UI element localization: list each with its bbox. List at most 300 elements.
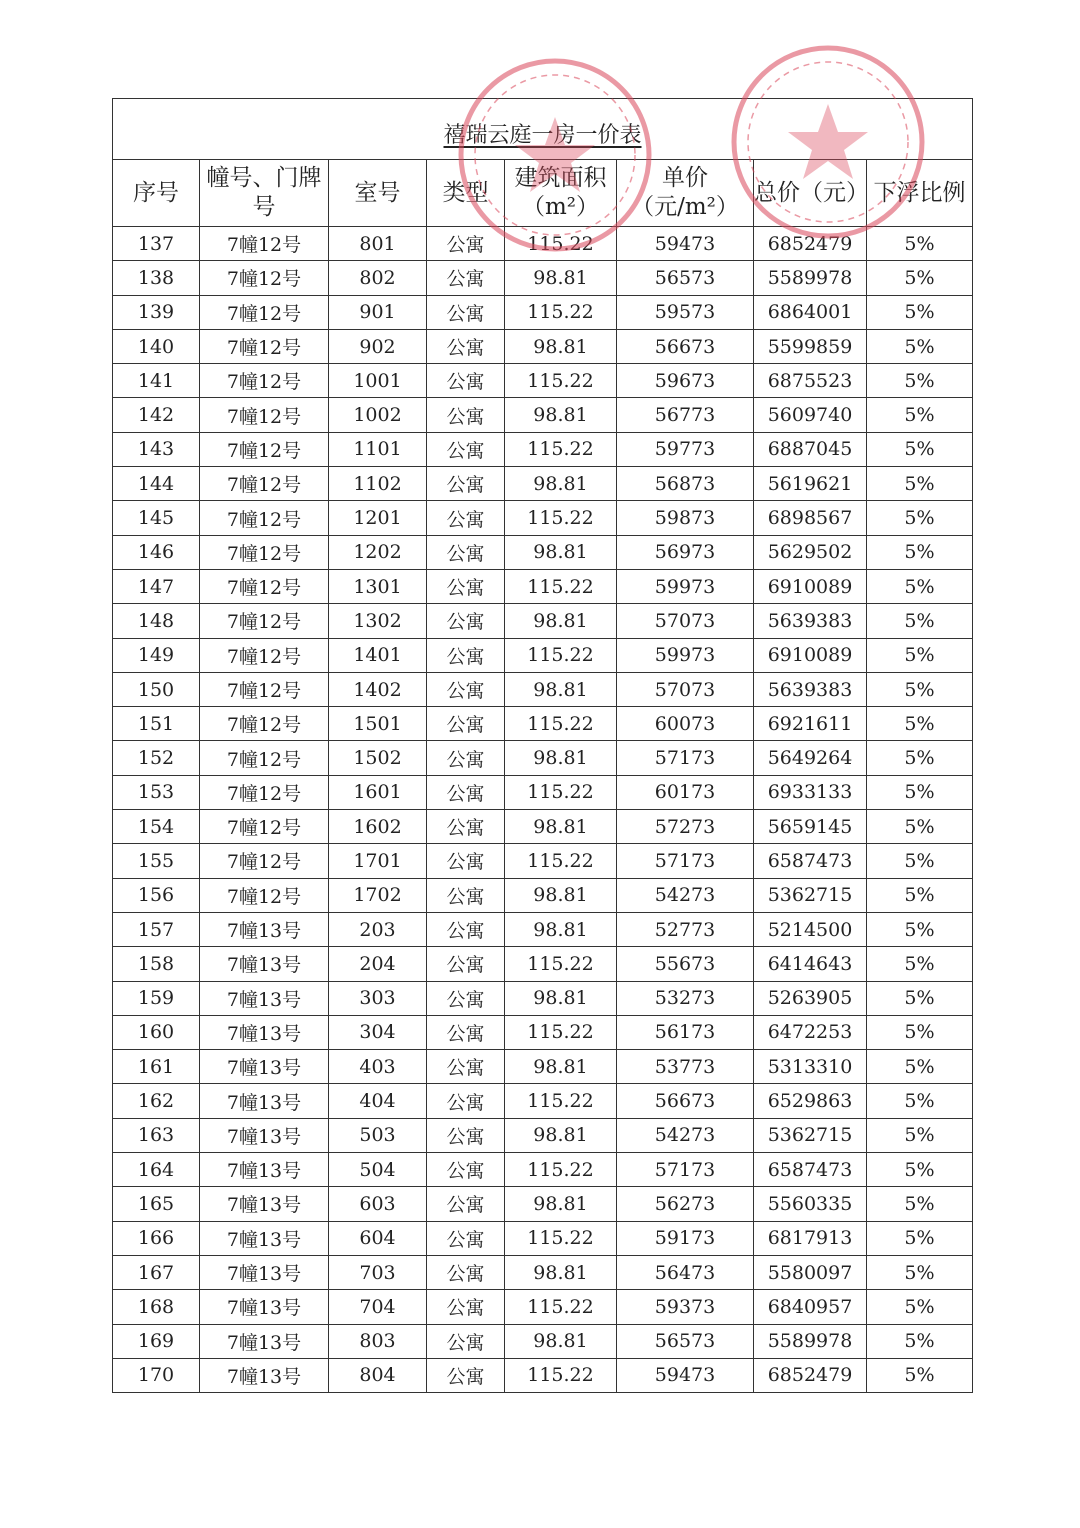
cell-room: 1702 xyxy=(329,878,427,912)
cell-total-price: 5599859 xyxy=(754,329,867,363)
cell-type: 公寓 xyxy=(427,1084,505,1118)
cell-area: 115.22 xyxy=(505,569,617,603)
cell-room: 802 xyxy=(329,261,427,295)
cell-building: 7幢12号 xyxy=(200,604,329,638)
cell-seq: 144 xyxy=(113,467,200,501)
cell-room: 1101 xyxy=(329,432,427,466)
cell-room: 403 xyxy=(329,1050,427,1084)
cell-building: 7幢12号 xyxy=(200,364,329,398)
cell-discount: 5% xyxy=(867,638,973,672)
table-row xyxy=(113,398,973,432)
cell-discount: 5% xyxy=(867,1084,973,1118)
cell-unit-price: 59173 xyxy=(617,1221,754,1255)
table-row xyxy=(113,1290,973,1324)
cell-type: 公寓 xyxy=(427,569,505,603)
cell-discount: 5% xyxy=(867,1153,973,1187)
cell-total-price: 6921611 xyxy=(754,707,867,741)
cell-type: 公寓 xyxy=(427,775,505,809)
cell-area: 98.81 xyxy=(505,741,617,775)
cell-building: 7幢12号 xyxy=(200,741,329,775)
table-row xyxy=(113,638,973,672)
table-row xyxy=(113,467,973,501)
cell-building: 7幢12号 xyxy=(200,569,329,603)
cell-area: 115.22 xyxy=(505,227,617,261)
cell-seq: 151 xyxy=(113,707,200,741)
table-row xyxy=(113,295,973,329)
cell-area: 115.22 xyxy=(505,1290,617,1324)
cell-area: 115.22 xyxy=(505,947,617,981)
cell-area: 98.81 xyxy=(505,535,617,569)
cell-seq: 156 xyxy=(113,878,200,912)
cell-area: 115.22 xyxy=(505,775,617,809)
cell-total-price: 6587473 xyxy=(754,844,867,878)
header-discount: 下浮比例 xyxy=(867,160,973,227)
cell-room: 902 xyxy=(329,329,427,363)
cell-discount: 5% xyxy=(867,947,973,981)
cell-discount: 5% xyxy=(867,604,973,638)
cell-area: 98.81 xyxy=(505,672,617,706)
cell-room: 1502 xyxy=(329,741,427,775)
cell-seq: 138 xyxy=(113,261,200,295)
cell-room: 803 xyxy=(329,1324,427,1358)
cell-discount: 5% xyxy=(867,1324,973,1358)
cell-area: 98.81 xyxy=(505,467,617,501)
cell-total-price: 5589978 xyxy=(754,1324,867,1358)
cell-building: 7幢13号 xyxy=(200,981,329,1015)
cell-seq: 149 xyxy=(113,638,200,672)
table-row xyxy=(113,912,973,946)
cell-type: 公寓 xyxy=(427,432,505,466)
cell-building: 7幢12号 xyxy=(200,844,329,878)
cell-unit-price: 59573 xyxy=(617,295,754,329)
cell-total-price: 6840957 xyxy=(754,1290,867,1324)
cell-unit-price: 57073 xyxy=(617,604,754,638)
cell-type: 公寓 xyxy=(427,1050,505,1084)
cell-area: 98.81 xyxy=(505,329,617,363)
cell-building: 7幢13号 xyxy=(200,1221,329,1255)
table-row xyxy=(113,672,973,706)
cell-room: 1302 xyxy=(329,604,427,638)
cell-discount: 5% xyxy=(867,535,973,569)
cell-building: 7幢13号 xyxy=(200,1290,329,1324)
cell-seq: 141 xyxy=(113,364,200,398)
cell-unit-price: 53773 xyxy=(617,1050,754,1084)
cell-building: 7幢13号 xyxy=(200,1358,329,1392)
cell-total-price: 6852479 xyxy=(754,1358,867,1392)
cell-building: 7幢12号 xyxy=(200,535,329,569)
cell-discount: 5% xyxy=(867,1290,973,1324)
cell-area: 98.81 xyxy=(505,1324,617,1358)
cell-discount: 5% xyxy=(867,878,973,912)
table-row xyxy=(113,741,973,775)
table-row xyxy=(113,329,973,363)
cell-unit-price: 55673 xyxy=(617,947,754,981)
cell-room: 303 xyxy=(329,981,427,1015)
table-row xyxy=(113,1358,973,1392)
table-body xyxy=(113,227,973,1393)
cell-room: 404 xyxy=(329,1084,427,1118)
cell-type: 公寓 xyxy=(427,1290,505,1324)
cell-discount: 5% xyxy=(867,261,973,295)
cell-building: 7幢13号 xyxy=(200,1015,329,1049)
cell-room: 604 xyxy=(329,1221,427,1255)
cell-unit-price: 56473 xyxy=(617,1255,754,1289)
cell-total-price: 6864001 xyxy=(754,295,867,329)
cell-area: 98.81 xyxy=(505,398,617,432)
cell-area: 115.22 xyxy=(505,432,617,466)
cell-type: 公寓 xyxy=(427,741,505,775)
cell-discount: 5% xyxy=(867,1050,973,1084)
cell-seq: 161 xyxy=(113,1050,200,1084)
header-seq: 序号 xyxy=(113,160,200,227)
cell-building: 7幢13号 xyxy=(200,947,329,981)
table-row xyxy=(113,1255,973,1289)
cell-seq: 169 xyxy=(113,1324,200,1358)
cell-seq: 147 xyxy=(113,569,200,603)
table-row xyxy=(113,227,973,261)
cell-room: 504 xyxy=(329,1153,427,1187)
cell-unit-price: 59373 xyxy=(617,1290,754,1324)
cell-type: 公寓 xyxy=(427,981,505,1015)
cell-unit-price: 54273 xyxy=(617,1118,754,1152)
cell-room: 1402 xyxy=(329,672,427,706)
cell-building: 7幢12号 xyxy=(200,878,329,912)
cell-total-price: 6910089 xyxy=(754,638,867,672)
cell-room: 804 xyxy=(329,1358,427,1392)
cell-building: 7幢12号 xyxy=(200,295,329,329)
cell-building: 7幢12号 xyxy=(200,261,329,295)
cell-total-price: 5589978 xyxy=(754,261,867,295)
cell-area: 115.22 xyxy=(505,295,617,329)
cell-discount: 5% xyxy=(867,981,973,1015)
cell-seq: 164 xyxy=(113,1153,200,1187)
cell-total-price: 5362715 xyxy=(754,878,867,912)
cell-area: 98.81 xyxy=(505,604,617,638)
cell-total-price: 6529863 xyxy=(754,1084,867,1118)
cell-unit-price: 56573 xyxy=(617,261,754,295)
cell-seq: 150 xyxy=(113,672,200,706)
cell-total-price: 5263905 xyxy=(754,981,867,1015)
cell-building: 7幢13号 xyxy=(200,1255,329,1289)
cell-area: 115.22 xyxy=(505,844,617,878)
cell-seq: 163 xyxy=(113,1118,200,1152)
cell-type: 公寓 xyxy=(427,1255,505,1289)
cell-building: 7幢12号 xyxy=(200,227,329,261)
cell-type: 公寓 xyxy=(427,604,505,638)
cell-discount: 5% xyxy=(867,1358,973,1392)
cell-seq: 146 xyxy=(113,535,200,569)
cell-total-price: 5214500 xyxy=(754,912,867,946)
table-row xyxy=(113,775,973,809)
cell-area: 115.22 xyxy=(505,364,617,398)
header-room: 室号 xyxy=(329,160,427,227)
cell-room: 304 xyxy=(329,1015,427,1049)
cell-area: 115.22 xyxy=(505,1358,617,1392)
table-row xyxy=(113,501,973,535)
cell-area: 98.81 xyxy=(505,1050,617,1084)
cell-seq: 159 xyxy=(113,981,200,1015)
cell-building: 7幢12号 xyxy=(200,398,329,432)
cell-seq: 148 xyxy=(113,604,200,638)
table-row xyxy=(113,947,973,981)
cell-discount: 5% xyxy=(867,1118,973,1152)
cell-unit-price: 57073 xyxy=(617,672,754,706)
cell-total-price: 6472253 xyxy=(754,1015,867,1049)
cell-area: 115.22 xyxy=(505,1153,617,1187)
cell-seq: 160 xyxy=(113,1015,200,1049)
cell-type: 公寓 xyxy=(427,261,505,295)
cell-total-price: 6910089 xyxy=(754,569,867,603)
cell-unit-price: 59873 xyxy=(617,501,754,535)
cell-building: 7幢12号 xyxy=(200,329,329,363)
cell-building: 7幢12号 xyxy=(200,672,329,706)
cell-area: 115.22 xyxy=(505,638,617,672)
cell-room: 1701 xyxy=(329,844,427,878)
cell-type: 公寓 xyxy=(427,844,505,878)
cell-unit-price: 56173 xyxy=(617,1015,754,1049)
cell-building: 7幢12号 xyxy=(200,707,329,741)
cell-unit-price: 56673 xyxy=(617,1084,754,1118)
cell-type: 公寓 xyxy=(427,707,505,741)
cell-area: 98.81 xyxy=(505,261,617,295)
cell-discount: 5% xyxy=(867,569,973,603)
cell-type: 公寓 xyxy=(427,535,505,569)
cell-type: 公寓 xyxy=(427,364,505,398)
cell-type: 公寓 xyxy=(427,1118,505,1152)
cell-area: 98.81 xyxy=(505,912,617,946)
cell-area: 98.81 xyxy=(505,1255,617,1289)
cell-unit-price: 56873 xyxy=(617,467,754,501)
cell-total-price: 6817913 xyxy=(754,1221,867,1255)
cell-area: 115.22 xyxy=(505,1084,617,1118)
cell-room: 1501 xyxy=(329,707,427,741)
cell-total-price: 6887045 xyxy=(754,432,867,466)
cell-seq: 168 xyxy=(113,1290,200,1324)
cell-seq: 170 xyxy=(113,1358,200,1392)
table-row xyxy=(113,878,973,912)
cell-discount: 5% xyxy=(867,741,973,775)
cell-discount: 5% xyxy=(867,227,973,261)
table-row xyxy=(113,1084,973,1118)
cell-unit-price: 57273 xyxy=(617,810,754,844)
table-title-cell xyxy=(113,99,973,160)
cell-area: 98.81 xyxy=(505,981,617,1015)
cell-type: 公寓 xyxy=(427,912,505,946)
table-row xyxy=(113,1015,973,1049)
table-row xyxy=(113,1050,973,1084)
cell-discount: 5% xyxy=(867,295,973,329)
cell-building: 7幢13号 xyxy=(200,1324,329,1358)
cell-room: 1002 xyxy=(329,398,427,432)
cell-discount: 5% xyxy=(867,467,973,501)
cell-type: 公寓 xyxy=(427,1187,505,1221)
cell-building: 7幢12号 xyxy=(200,775,329,809)
cell-total-price: 5619621 xyxy=(754,467,867,501)
cell-type: 公寓 xyxy=(427,1358,505,1392)
cell-room: 1102 xyxy=(329,467,427,501)
cell-discount: 5% xyxy=(867,1221,973,1255)
cell-seq: 142 xyxy=(113,398,200,432)
cell-unit-price: 56573 xyxy=(617,1324,754,1358)
cell-area: 115.22 xyxy=(505,1221,617,1255)
cell-discount: 5% xyxy=(867,1255,973,1289)
cell-discount: 5% xyxy=(867,329,973,363)
table-title: 禧瑞云庭一房一价表 xyxy=(443,122,642,148)
cell-unit-price: 54273 xyxy=(617,878,754,912)
cell-seq: 137 xyxy=(113,227,200,261)
cell-total-price: 5313310 xyxy=(754,1050,867,1084)
cell-seq: 152 xyxy=(113,741,200,775)
cell-room: 1601 xyxy=(329,775,427,809)
cell-unit-price: 59973 xyxy=(617,569,754,603)
cell-total-price: 6587473 xyxy=(754,1153,867,1187)
cell-type: 公寓 xyxy=(427,810,505,844)
cell-discount: 5% xyxy=(867,501,973,535)
table-row xyxy=(113,569,973,603)
cell-unit-price: 56773 xyxy=(617,398,754,432)
cell-room: 603 xyxy=(329,1187,427,1221)
table-row xyxy=(113,1221,973,1255)
cell-type: 公寓 xyxy=(427,398,505,432)
cell-type: 公寓 xyxy=(427,1221,505,1255)
cell-type: 公寓 xyxy=(427,295,505,329)
cell-seq: 153 xyxy=(113,775,200,809)
cell-room: 1602 xyxy=(329,810,427,844)
cell-room: 1202 xyxy=(329,535,427,569)
header-unit-price: 单价（元/m²） xyxy=(617,160,754,227)
cell-unit-price: 59473 xyxy=(617,1358,754,1392)
table-row xyxy=(113,261,973,295)
cell-building: 7幢13号 xyxy=(200,912,329,946)
cell-total-price: 6852479 xyxy=(754,227,867,261)
cell-seq: 143 xyxy=(113,432,200,466)
cell-total-price: 6875523 xyxy=(754,364,867,398)
cell-unit-price: 56673 xyxy=(617,329,754,363)
cell-area: 115.22 xyxy=(505,707,617,741)
cell-seq: 140 xyxy=(113,329,200,363)
cell-building: 7幢12号 xyxy=(200,638,329,672)
cell-type: 公寓 xyxy=(427,1015,505,1049)
cell-total-price: 5649264 xyxy=(754,741,867,775)
cell-unit-price: 57173 xyxy=(617,741,754,775)
cell-unit-price: 57173 xyxy=(617,1153,754,1187)
table-row xyxy=(113,844,973,878)
cell-discount: 5% xyxy=(867,364,973,398)
header-row xyxy=(113,160,973,227)
cell-unit-price: 59473 xyxy=(617,227,754,261)
price-table xyxy=(112,98,973,1393)
table-row xyxy=(113,432,973,466)
header-type: 类型 xyxy=(427,160,505,227)
cell-discount: 5% xyxy=(867,398,973,432)
cell-room: 1301 xyxy=(329,569,427,603)
cell-seq: 165 xyxy=(113,1187,200,1221)
cell-room: 1201 xyxy=(329,501,427,535)
cell-unit-price: 59773 xyxy=(617,432,754,466)
cell-type: 公寓 xyxy=(427,638,505,672)
cell-discount: 5% xyxy=(867,775,973,809)
table-row xyxy=(113,1324,973,1358)
cell-building: 7幢12号 xyxy=(200,467,329,501)
cell-unit-price: 60073 xyxy=(617,707,754,741)
cell-seq: 139 xyxy=(113,295,200,329)
cell-unit-price: 60173 xyxy=(617,775,754,809)
table-row xyxy=(113,604,973,638)
cell-total-price: 5580097 xyxy=(754,1255,867,1289)
cell-discount: 5% xyxy=(867,432,973,466)
cell-room: 1001 xyxy=(329,364,427,398)
table-row xyxy=(113,535,973,569)
cell-area: 98.81 xyxy=(505,1118,617,1152)
cell-unit-price: 56273 xyxy=(617,1187,754,1221)
cell-total-price: 6933133 xyxy=(754,775,867,809)
table-row xyxy=(113,981,973,1015)
cell-seq: 145 xyxy=(113,501,200,535)
cell-seq: 157 xyxy=(113,912,200,946)
cell-seq: 158 xyxy=(113,947,200,981)
cell-unit-price: 59973 xyxy=(617,638,754,672)
cell-total-price: 5560335 xyxy=(754,1187,867,1221)
cell-total-price: 5362715 xyxy=(754,1118,867,1152)
cell-seq: 155 xyxy=(113,844,200,878)
cell-building: 7幢13号 xyxy=(200,1050,329,1084)
cell-room: 203 xyxy=(329,912,427,946)
cell-area: 98.81 xyxy=(505,878,617,912)
cell-unit-price: 53273 xyxy=(617,981,754,1015)
cell-total-price: 6414643 xyxy=(754,947,867,981)
cell-building: 7幢12号 xyxy=(200,810,329,844)
cell-discount: 5% xyxy=(867,707,973,741)
table-row xyxy=(113,810,973,844)
cell-area: 115.22 xyxy=(505,501,617,535)
cell-discount: 5% xyxy=(867,810,973,844)
cell-area: 98.81 xyxy=(505,1187,617,1221)
cell-type: 公寓 xyxy=(427,227,505,261)
cell-type: 公寓 xyxy=(427,1324,505,1358)
header-area: 建筑面积（m²） xyxy=(505,160,617,227)
title-row xyxy=(113,99,973,160)
cell-building: 7幢13号 xyxy=(200,1153,329,1187)
cell-seq: 166 xyxy=(113,1221,200,1255)
table-row xyxy=(113,1153,973,1187)
cell-building: 7幢12号 xyxy=(200,432,329,466)
cell-seq: 162 xyxy=(113,1084,200,1118)
cell-type: 公寓 xyxy=(427,467,505,501)
cell-type: 公寓 xyxy=(427,329,505,363)
cell-room: 503 xyxy=(329,1118,427,1152)
header-building: 幢号、门牌号 xyxy=(200,160,329,227)
table-row xyxy=(113,1118,973,1152)
cell-type: 公寓 xyxy=(427,501,505,535)
cell-unit-price: 57173 xyxy=(617,844,754,878)
cell-type: 公寓 xyxy=(427,672,505,706)
cell-room: 801 xyxy=(329,227,427,261)
cell-discount: 5% xyxy=(867,1015,973,1049)
cell-unit-price: 59673 xyxy=(617,364,754,398)
cell-room: 703 xyxy=(329,1255,427,1289)
cell-discount: 5% xyxy=(867,672,973,706)
cell-total-price: 5609740 xyxy=(754,398,867,432)
table-row xyxy=(113,1187,973,1221)
cell-area: 98.81 xyxy=(505,810,617,844)
cell-room: 704 xyxy=(329,1290,427,1324)
cell-discount: 5% xyxy=(867,844,973,878)
cell-room: 1401 xyxy=(329,638,427,672)
cell-building: 7幢13号 xyxy=(200,1118,329,1152)
table-row xyxy=(113,364,973,398)
cell-type: 公寓 xyxy=(427,878,505,912)
table-row xyxy=(113,707,973,741)
